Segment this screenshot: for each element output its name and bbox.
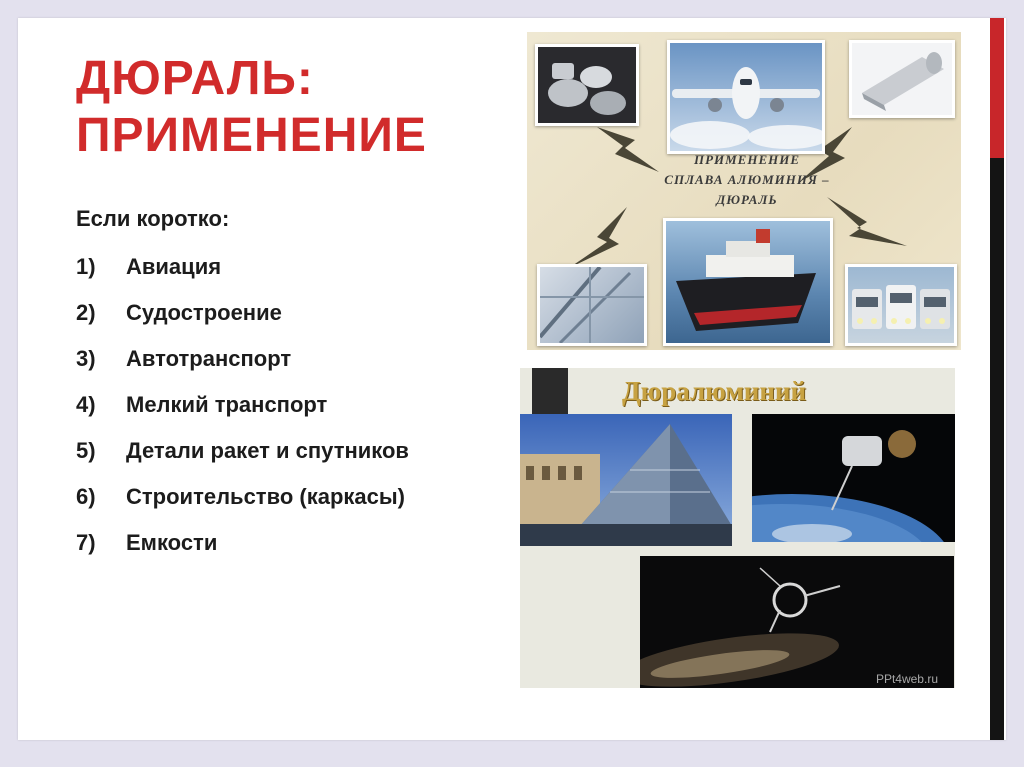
list-item-number: 5): [76, 438, 96, 463]
list-item-label: Детали ракет и спутников: [126, 438, 409, 463]
applications-collage-image: [527, 32, 961, 350]
list-item-label: Емкости: [126, 530, 218, 555]
list-item: [76, 346, 409, 392]
airplane-photo: [667, 40, 825, 154]
cookware-photo: [535, 44, 639, 126]
collage-caption-line-2: СПЛАВА АЛЮМИНИЯ –: [664, 172, 830, 187]
slide-title: [76, 50, 427, 164]
list-item-number: 6): [76, 484, 96, 509]
collage-caption: [647, 150, 847, 210]
ship-icon: [666, 221, 830, 343]
ship-photo: [663, 218, 833, 346]
accent-bar-black: [990, 158, 1004, 740]
list-item-number: 7): [76, 530, 96, 555]
list-item: [76, 530, 409, 576]
truss-icon: [540, 267, 644, 343]
space-probe-photo: [640, 556, 954, 688]
pyramid-icon: [520, 414, 732, 546]
list-item: [76, 484, 409, 530]
dark-corner-block: [532, 368, 568, 416]
list-item-label: Мелкий транспорт: [126, 392, 328, 417]
list-item-label: Строительство (каркасы): [126, 484, 405, 509]
collage-caption-line-1: ПРИМЕНЕНИЕ: [693, 152, 801, 167]
list-item-number: 1): [76, 254, 96, 279]
list-item: [76, 392, 409, 438]
duralumin-caption: Дюралюминий: [622, 376, 807, 406]
list-item: [76, 438, 409, 484]
intro-text: Если коротко:: [76, 206, 230, 231]
collage-caption-line-3: ДЮРАЛЬ: [716, 192, 778, 207]
pots-icon: [538, 47, 636, 123]
accent-bar-red: [990, 18, 1004, 158]
trucks-photo: [845, 264, 957, 346]
list-item-number: 2): [76, 300, 96, 325]
probe-icon: [640, 556, 954, 688]
truck-icon: [848, 267, 954, 343]
list-item: [76, 300, 409, 346]
list-item-label: Автотранспорт: [126, 346, 292, 371]
duralumin-image: [520, 368, 955, 688]
list-item-label: Авиация: [126, 254, 222, 279]
louvre-pyramid-photo: [520, 414, 732, 546]
satellite-icon: [752, 414, 955, 542]
airplane-icon: [670, 43, 822, 151]
building-frame-photo: [537, 264, 647, 346]
list-item: [76, 254, 409, 300]
list-item-number: 3): [76, 346, 96, 371]
application-list: [76, 254, 409, 576]
foil-roll-photo: [849, 40, 955, 118]
spacecraft-earth-photo: [752, 414, 955, 542]
list-item-label: Судостроение: [126, 300, 282, 325]
watermark: PPt4web.ru: [875, 672, 938, 686]
list-item-number: 4): [76, 392, 96, 417]
title-line-1: ДЮРАЛЬ:: [76, 52, 314, 105]
title-line-2: ПРИМЕНЕНИЕ: [76, 109, 427, 162]
foil-icon: [852, 43, 952, 115]
